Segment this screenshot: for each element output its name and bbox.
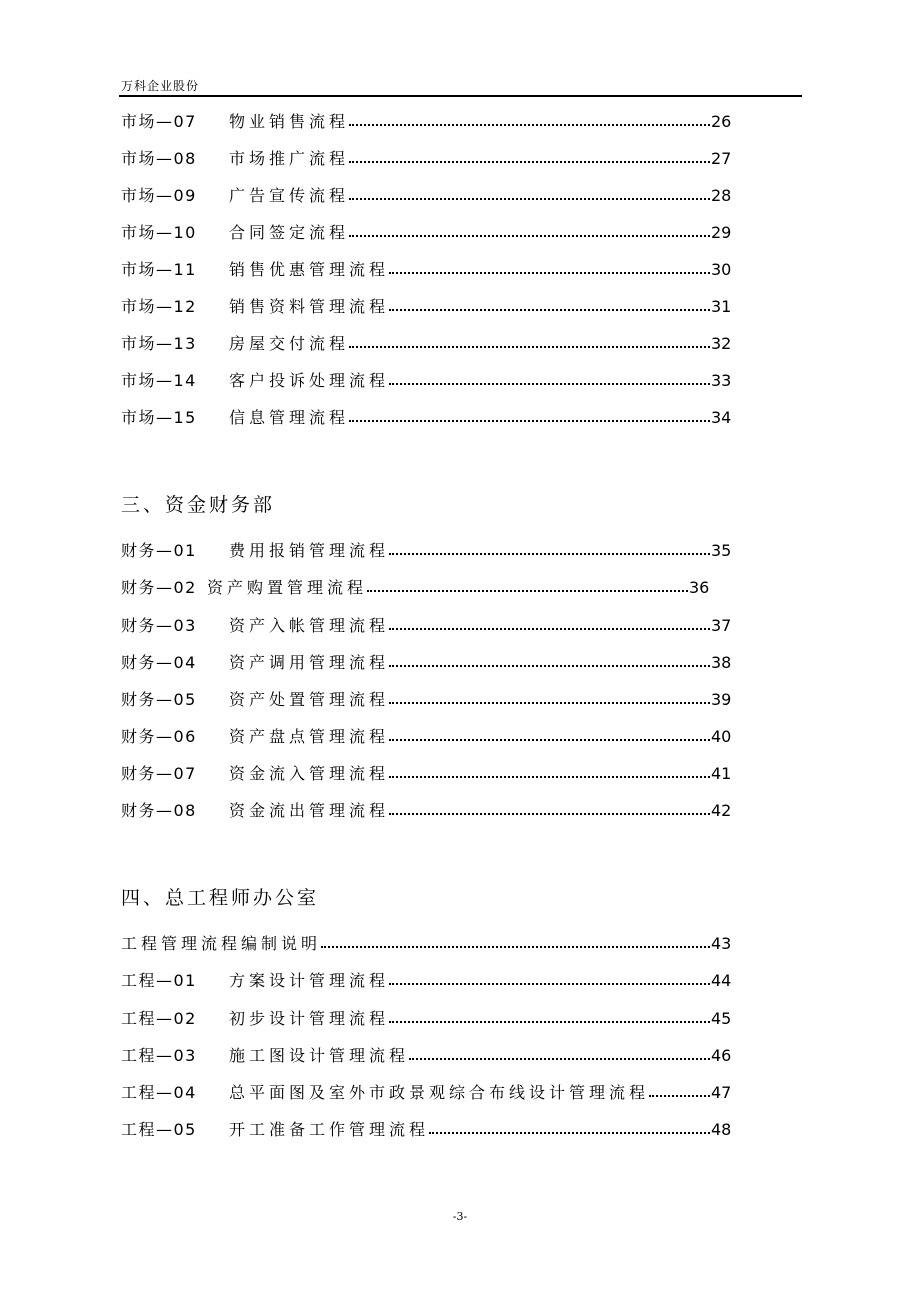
toc-entry-title: 市场推广流程 [229, 149, 350, 168]
toc-entry-title: 费用报销管理流程 [229, 541, 390, 560]
toc-entry-title: 资产入帐管理流程 [229, 616, 390, 635]
toc-entry-code: 工程—03 [121, 1046, 197, 1065]
toc-entry-code: 财务—04 [121, 653, 197, 672]
toc-entry-page: 44 [711, 971, 732, 990]
toc-entry-page: 33 [711, 371, 732, 390]
toc-leader-dots [389, 272, 710, 274]
toc-entry-code: 财务—03 [121, 616, 197, 635]
toc-entry-title: 资金流入管理流程 [229, 764, 390, 783]
toc-entry-code: 市场—09 [121, 186, 197, 205]
toc-entry-title: 物业销售流程 [229, 112, 350, 131]
toc-entry-page: 26 [711, 112, 732, 131]
toc-leader-dots [389, 309, 710, 311]
page-number-footer: -3- [452, 1210, 468, 1223]
toc-entry-page: 43 [711, 934, 732, 953]
toc-entry-code: 财务—07 [121, 764, 197, 783]
toc-entry-page: 34 [711, 408, 732, 427]
toc-leader-dots [389, 983, 710, 985]
toc-entry-title: 合同签定流程 [229, 223, 350, 242]
toc-leader-dots [429, 1132, 710, 1134]
toc-leader-dots [389, 553, 710, 555]
toc-entry-code: 工程—02 [121, 1009, 197, 1028]
toc-entry-page: 28 [711, 186, 732, 205]
toc-entry-page: 42 [711, 801, 732, 820]
section-heading: 三、资金财务部 [121, 494, 276, 516]
toc-entry-page: 29 [711, 223, 732, 242]
toc-entry-title: 资金流出管理流程 [229, 801, 390, 820]
toc-entry-title: 开工准备工作管理流程 [229, 1120, 430, 1139]
toc-entry-title: 资产购置管理流程 [207, 578, 368, 597]
toc-entry-title: 资产盘点管理流程 [229, 727, 390, 746]
toc-entry-code: 财务—08 [121, 801, 197, 820]
toc-leader-dots [409, 1058, 710, 1060]
toc-entry-page: 40 [711, 727, 732, 746]
toc-entry-title: 资产调用管理流程 [229, 653, 390, 672]
toc-entry-title: 资产处置管理流程 [229, 690, 390, 709]
toc-leader-dots [649, 1095, 710, 1097]
toc-leader-dots [389, 1021, 710, 1023]
toc-entry-title: 初步设计管理流程 [229, 1009, 390, 1028]
toc-entry-page: 46 [711, 1046, 732, 1065]
toc-entry-code: 财务—01 [121, 541, 197, 560]
toc-leader-dots [349, 235, 710, 237]
toc-entry-page: 37 [711, 616, 732, 635]
toc-entry-code: 工程—04 [121, 1083, 197, 1102]
toc-entry-page: 41 [711, 764, 732, 783]
toc-entry-code: 市场—10 [121, 223, 197, 242]
header-company: 万科企业股份 [121, 79, 200, 93]
toc-entry-code: 工程—05 [121, 1120, 197, 1139]
toc-entry-code: 市场—14 [121, 371, 197, 390]
toc-entry-page: 48 [711, 1120, 732, 1139]
toc-leader-dots [321, 946, 710, 948]
toc-entry-title: 信息管理流程 [229, 408, 350, 427]
toc-entry-title: 房屋交付流程 [229, 334, 350, 353]
toc-entry-page: 36 [689, 578, 710, 597]
toc-entry-code: 市场—08 [121, 149, 197, 168]
toc-leader-dots [389, 776, 710, 778]
header-rule [119, 95, 802, 97]
toc-entry-code: 工程—01 [121, 971, 197, 990]
toc-entry-title: 客户投诉处理流程 [229, 371, 390, 390]
toc-entry-page: 32 [711, 334, 732, 353]
toc-leader-dots [349, 198, 710, 200]
toc-leader-dots [389, 628, 710, 630]
toc-entry-code: 市场—07 [121, 112, 197, 131]
toc-leader-dots [389, 383, 710, 385]
toc-entry-title: 方案设计管理流程 [229, 971, 390, 990]
toc-leader-dots [349, 124, 710, 126]
section-heading: 四、总工程师办公室 [121, 887, 320, 909]
toc-entry-title: 广告宣传流程 [229, 186, 350, 205]
toc-entry-code: 财务—02 [121, 578, 197, 597]
toc-entry-page: 30 [711, 260, 732, 279]
toc-entry-code: 财务—06 [121, 727, 197, 746]
toc-entry-code: 市场—12 [121, 297, 197, 316]
toc-leader-dots [389, 702, 710, 704]
toc-entry-title: 施工图设计管理流程 [229, 1046, 410, 1065]
toc-entry-page: 47 [711, 1083, 732, 1102]
toc-entry-title: 工程管理流程编制说明 [121, 934, 322, 953]
toc-entry-code: 市场—11 [121, 260, 197, 279]
toc-entry-title: 销售优惠管理流程 [229, 260, 390, 279]
toc-leader-dots [349, 346, 710, 348]
toc-leader-dots [389, 813, 710, 815]
toc-entry-code: 市场—13 [121, 334, 197, 353]
toc-entry-page: 27 [711, 149, 732, 168]
toc-entry-code: 财务—05 [121, 690, 197, 709]
toc-entry-page: 35 [711, 541, 732, 560]
toc-entry-page: 31 [711, 297, 732, 316]
toc-entry-page: 45 [711, 1009, 732, 1028]
toc-leader-dots [349, 161, 710, 163]
toc-entry-page: 39 [711, 690, 732, 709]
toc-leader-dots [367, 590, 688, 592]
toc-entry-title: 销售资料管理流程 [229, 297, 390, 316]
toc-entry-code: 市场—15 [121, 408, 197, 427]
toc-entry-title: 总平面图及室外市政景观综合布线设计管理流程 [229, 1083, 650, 1102]
toc-leader-dots [389, 665, 710, 667]
toc-entry-page: 38 [711, 653, 732, 672]
toc-leader-dots [389, 739, 710, 741]
toc-leader-dots [349, 420, 710, 422]
